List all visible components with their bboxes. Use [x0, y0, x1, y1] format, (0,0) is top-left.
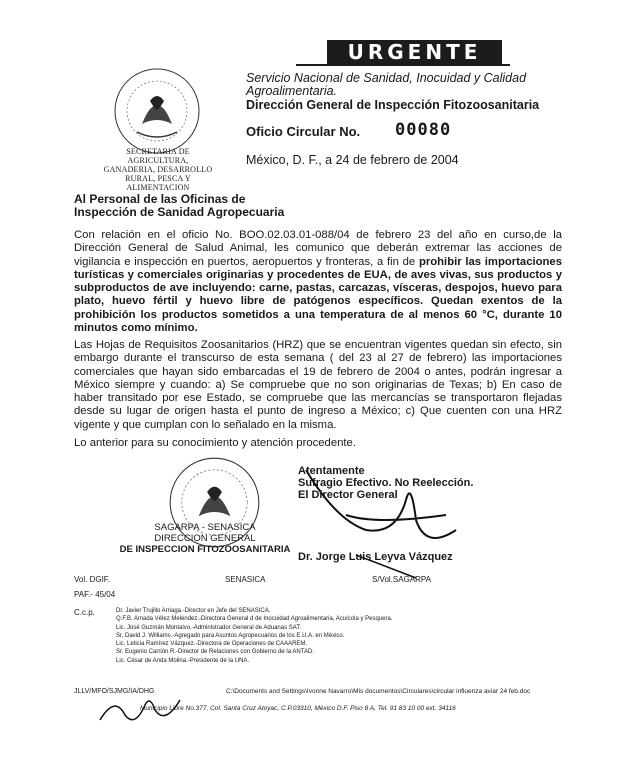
signature-line: El Director General [298, 489, 398, 501]
ccp-list [116, 607, 392, 665]
ccp-item: Dr. Javier Trujillo Arriaga.-Director en Jefe del SENASICA. [116, 608, 271, 614]
ccp-item: Lic. César de Anda Molina.-Presidente de la UNA. [116, 657, 250, 664]
sagarpa-line: DE INSPECCION FITOZOOSANITARIA [119, 544, 291, 555]
addressee-line: Al Personal de las Oficinas de [74, 192, 246, 206]
signature-line: Atentamente [298, 465, 365, 477]
signatory-name: Dr. Jorge Luis Leyva Vázquez [298, 551, 453, 563]
mexico-coat-of-arms-seal [112, 66, 202, 156]
body-paragraph-1 [74, 229, 562, 335]
agency-line: Agroalimentaria. [246, 84, 338, 98]
stamp-underline [296, 64, 510, 66]
secretaria-line: RURAL, PESCA Y [125, 174, 191, 183]
closing-line: Lo anterior para su conocimiento y atención procedente. [74, 437, 356, 449]
addressee-line: Inspección de Sanidad Agropecuaria [74, 205, 285, 219]
secretaria-line: GANADERIA, DESARROLLO [103, 165, 213, 174]
ccp-item: Sr. David J. Williams.-Agregado para Asuntos Agropecuarios de los E.U.A. en México. [116, 632, 345, 639]
vol-left: Vol. DGIF. [74, 575, 111, 584]
ccp-item: Lic. Leticia Ramírez Vázquez.-Directora de Operaciones de CAAAREM. [116, 641, 308, 648]
secretaria-name [96, 147, 220, 192]
secretaria-line: SECRETARIA DE AGRICULTURA, [126, 147, 190, 165]
vol-right: S/Vol.SAGARPA [372, 575, 431, 584]
addressee [74, 193, 284, 219]
footer-address: Municipio Libre No.377, Col. Santa Cruz Atoyac, C.P.03310, México D.F. Piso 8 A, Tel. 91 83 10 00 ext. 34116 [140, 705, 456, 712]
oficio-number: 00080 [395, 120, 452, 140]
oficio-label: Oficio Circular No. [246, 124, 361, 139]
sagarpa-stamp-text [115, 522, 295, 555]
ccp-item: Sr. Eugenio Carrión R.-Director de Relaciones con Gobierno de la ANTAD. [116, 649, 314, 656]
document-date: México, D. F., a 24 de febrero de 2004 [246, 153, 459, 167]
ccp-item: Lic. José Guzmán Montalvo.-Administrador General de Aduanas SAT. [116, 624, 301, 631]
file-path: C:\Documents and Settings\Ivonne Navarro\Mis documentos\Circulares\circular influenza aviar 24 feb.doc [226, 688, 531, 695]
ccp-label: C.c.p. [74, 608, 95, 617]
direccion-general: Dirección General de Inspección Fitozoosanitaria [246, 98, 540, 112]
body-paragraph-2: Las Hojas de Requisitos Zoosanitarios (HRZ) que se encuentran vigentes quedan sin efecto, sin embargo durante el transcurso de esta semana ( del 23 al 27 de febrero) las importaciones comerciales que hayan sido embarcadas el 19 de febrero de 2004 o antes, podrán ingresar a México siempre y cuando: a) Se compruebe que no son originarias de Texas; b) En caso de haber transitado por ese Estado, se compruebe que las mercancías se transportaron flejadas desde su lugar de origen hasta el punto de ingreso a México; c) Que cuenten con una HRZ vigente y que cumplan con lo señalado en la misma. [74, 339, 562, 431]
urgent-stamp: URGENTE [327, 40, 502, 64]
sagarpa-line: SAGARPA - SENASICA [154, 522, 256, 533]
sagarpa-line: DIRECCION GENERAL [154, 533, 256, 544]
vol-mid: SENASICA [225, 575, 266, 584]
paragraph-bold-text: prohibir las importaciones turísticas y comerciales originarias y procedentes de EUA, de aves vivas, sus productos y subproductos de ave incluyendo: carne, pastas, carcazas, vísceras, despojos, huevo para plato, huevo fértil y huevo libre de patógenos específicos. Quedan exentos de la prohibición los productos sometidos a una temperatura de al menos 60 °C, durante 10 minutos como mínimo. [74, 255, 562, 335]
ccp-item: Q.F.B. Amada Vélez Meléndez.-Directora General d de Inocuidad Agroalimentaria, Acuícola y Pesquera. [116, 616, 393, 623]
agency-line: Servicio Nacional de Sanidad, Inocuidad y Calidad [246, 71, 527, 85]
paragraph-text: Con relación en el oficio No. BOO.02.03.01-088/04 de febrero 23 del año en curso,de la Dirección General de Salud Animal, les comunico que deberán extremar las acciones de vigilancia e inspección en puertos, aeropuertos y fronteras, a fin de [74, 229, 562, 268]
agency-name [246, 72, 546, 98]
secretaria-line: ALIMENTACION [126, 183, 190, 192]
paf-reference: PAF.- 45/04 [74, 590, 116, 599]
initials-reference: JLLV/MFO/SJMG/IA/DHG [74, 688, 155, 695]
signature-line: Sufragio Efectivo. No Reelección. [298, 477, 474, 489]
